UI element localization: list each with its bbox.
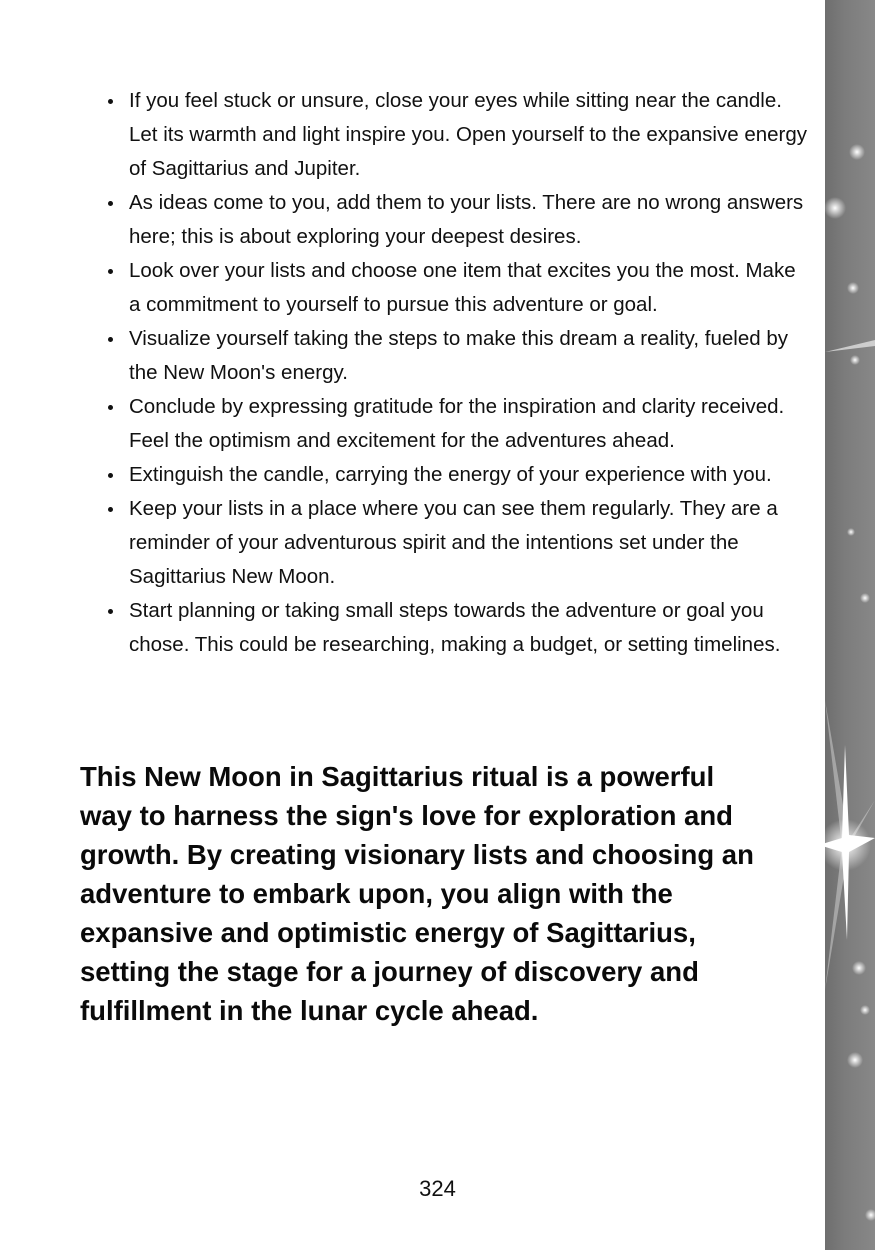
list-item [108, 186, 808, 254]
bullet-dot-icon [108, 473, 113, 478]
bullet-dot-icon [108, 609, 113, 614]
list-item [108, 492, 808, 594]
bullet-dot-icon [108, 201, 113, 206]
list-item-text: Visualize yourself taking the steps to make this dream a reality, fueled by the New Moon's energy. [129, 327, 788, 384]
list-item-text: If you feel stuck or unsure, close your eyes while sitting near the candle. Let its warmth and light inspire you. Open yourself to the expansive energy of Sagittarius and Jupiter. [129, 89, 808, 180]
list-item-text: As ideas come to you, add them to your lists. There are no wrong answers here; this is about exploring your deepest desires. [129, 191, 804, 248]
decorative-side-strip [825, 0, 875, 1250]
list-item-text: Extinguish the candle, carrying the energy of your experience with you. [129, 463, 772, 486]
list-item [108, 254, 808, 322]
list-item [108, 594, 808, 662]
list-item [108, 84, 808, 186]
summary-paragraph: This New Moon in Sagittarius ritual is a powerful way to harness the sign's love for exploration and growth. By creating visionary lists and choosing an adventure to embark upon, you align with the expansive and optimistic energy of Sagittarius, setting the stage for a journey of discovery and fulfillment in the lunar cycle ahead. [80, 761, 754, 1026]
bullet-dot-icon [108, 99, 113, 104]
list-item-text: Start planning or taking small steps towards the adventure or goal you chose. This could be researching, making a budget, or setting timelines. [129, 599, 781, 656]
bullet-dot-icon [108, 507, 113, 512]
list-item-text: Conclude by expressing gratitude for the inspiration and clarity received. Feel the optimism and excitement for the adventures ahead. [129, 395, 785, 452]
list-item [108, 390, 808, 458]
list-item-text: Keep your lists in a place where you can see them regularly. They are a reminder of your adventurous spirit and the intentions set under the Sagittarius New Moon. [129, 497, 778, 588]
list-item [108, 322, 808, 390]
bullet-dot-icon [108, 405, 113, 410]
sparkle-star-icon [825, 0, 875, 1250]
list-item [108, 458, 808, 492]
bullet-dot-icon [108, 269, 113, 274]
ritual-steps-list [108, 84, 808, 662]
page-number: 324 [419, 1176, 456, 1201]
list-item-text: Look over your lists and choose one item that excites you the most. Make a commitment to yourself to pursue this adventure or goal. [129, 259, 796, 316]
bullet-dot-icon [108, 337, 113, 342]
